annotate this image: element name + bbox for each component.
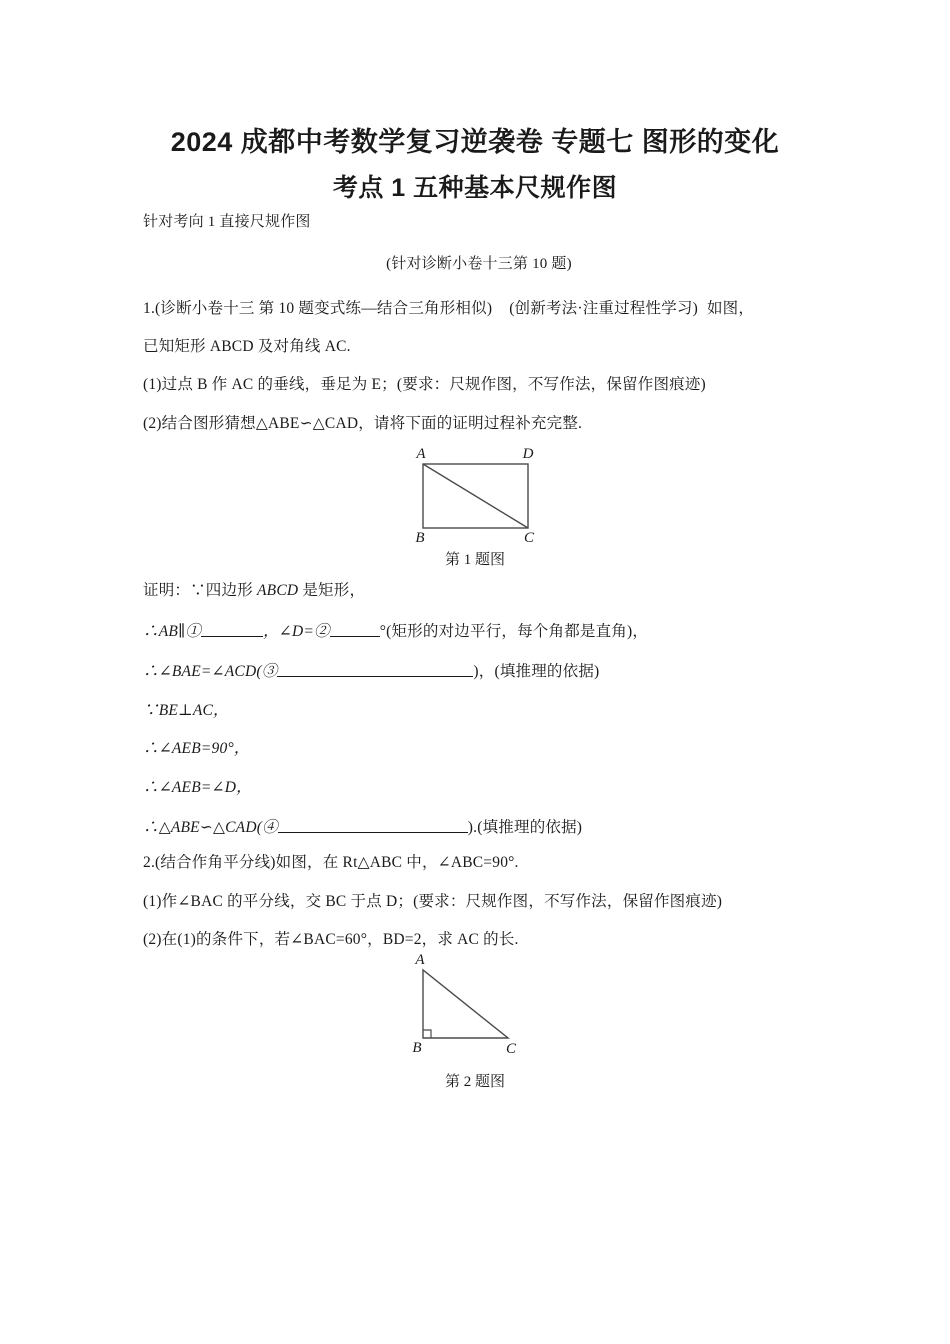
proof-line-1 bbox=[143, 583, 815, 599]
proof-line-4: ∵BE⊥AC， bbox=[143, 701, 229, 719]
figure-2 bbox=[0, 948, 950, 1091]
right-angle-marker-b bbox=[423, 1030, 431, 1038]
question-1-part-1: (1)过点 B 作 AC 的垂线，垂足为 E；(要求：尺规作图，不写作法，保留作图痕迹) bbox=[143, 376, 706, 393]
page-subtitle: 考点 1 五种基本尺规作图 bbox=[332, 174, 618, 202]
proof-line-5: ∴∠AEB=90°， bbox=[143, 740, 250, 757]
question-1-stem-line-2: 已知矩形 ABCD 及对角线 AC. bbox=[143, 337, 351, 355]
figure-1-label-c: C bbox=[523, 530, 535, 544]
question-1-part-2: (2)结合图形猜想△ABE∽△CAD，请将下面的证明过程补充完整. bbox=[143, 414, 583, 432]
diagonal-ac bbox=[423, 464, 528, 528]
body-column bbox=[143, 215, 815, 431]
section-note: (针对诊断小卷十三第 10 题) bbox=[386, 256, 572, 272]
question-1-source-tag: (诊断小卷十三 第 10 题变式练—结合三角形相似) bbox=[155, 300, 493, 317]
proof-line-1-mid: ABCD bbox=[256, 582, 299, 599]
figure-2-caption: 第 2 题图 bbox=[444, 1074, 505, 1090]
triangle-abc bbox=[423, 970, 508, 1038]
question-2-stem bbox=[143, 855, 815, 871]
figure-1-label-d: D bbox=[522, 446, 534, 462]
answer-blank-2[interactable] bbox=[330, 622, 380, 637]
question-1-stem-tail: 如图， bbox=[706, 300, 755, 317]
figure-1-caption: 第 1 题图 bbox=[444, 552, 505, 568]
question-1-number: 1. bbox=[143, 300, 156, 317]
proof-line-2-c: °(矩形的对边平行，每个角都是直角)， bbox=[379, 622, 649, 640]
proof-line-7-b: ).(填推理的依据) bbox=[467, 819, 583, 836]
question-2-source-tag: (结合作角平分线) bbox=[155, 854, 276, 871]
proof-block bbox=[143, 583, 815, 859]
proof-line-1-suffix: 是矩形， bbox=[298, 582, 366, 599]
proof-line-7 bbox=[143, 818, 815, 836]
question-2-stem-text: 如图，在 Rt△ABC 中，∠ABC=90°. bbox=[275, 854, 519, 871]
proof-line-2 bbox=[143, 622, 815, 640]
answer-blank-3[interactable] bbox=[277, 662, 473, 677]
proof-line-3 bbox=[143, 662, 815, 680]
figure-1-label-b: B bbox=[415, 530, 425, 544]
proof-line-1-prefix: 证明：∵四边形 bbox=[143, 582, 257, 599]
answer-blank-1[interactable] bbox=[201, 622, 263, 637]
question-1-exam-tag: (创新考法·注重过程性学习) bbox=[509, 300, 698, 317]
figure-2-drawing bbox=[395, 948, 555, 1066]
proof-line-7-a: ∴△ABE∽△CAD(④ bbox=[143, 819, 278, 836]
question-2-part-2: (2)在(1)的条件下，若∠BAC=60°，BD=2，求 AC 的长. bbox=[143, 931, 519, 948]
proof-line-2-b: ，∠D=② bbox=[263, 622, 330, 640]
proof-line-2-a: ∴AB∥① bbox=[143, 622, 202, 640]
figure-2-label-a: A bbox=[415, 952, 425, 968]
proof-line-3-b: )，(填推理的依据) bbox=[473, 663, 600, 680]
question-2-block bbox=[143, 855, 815, 948]
figure-1-drawing bbox=[395, 440, 555, 544]
proof-line-6: ∴∠AEB=∠D， bbox=[143, 778, 252, 796]
figure-2-label-c: C bbox=[505, 1041, 517, 1057]
proof-line-3-a: ∴∠BAE=∠ACD(③ bbox=[143, 663, 278, 680]
question-1-stem-line-1 bbox=[143, 301, 815, 317]
page-title: 2024 成都中考数学复习逆袭卷 专题七 图形的变化 bbox=[170, 127, 780, 157]
figure-2-label-b: B bbox=[412, 1040, 422, 1056]
section-heading: 针对考向 1 直接尺规作图 bbox=[143, 214, 311, 230]
figure-1-label-a: A bbox=[416, 446, 426, 462]
question-2-number: 2. bbox=[143, 854, 156, 871]
figure-1 bbox=[0, 440, 950, 569]
answer-blank-4[interactable] bbox=[278, 818, 468, 833]
question-2-part-1: (1)作∠BAC 的平分线，交 BC 于点 D；(要求：尺规作图，不写作法，保留作图痕迹) bbox=[143, 892, 723, 910]
